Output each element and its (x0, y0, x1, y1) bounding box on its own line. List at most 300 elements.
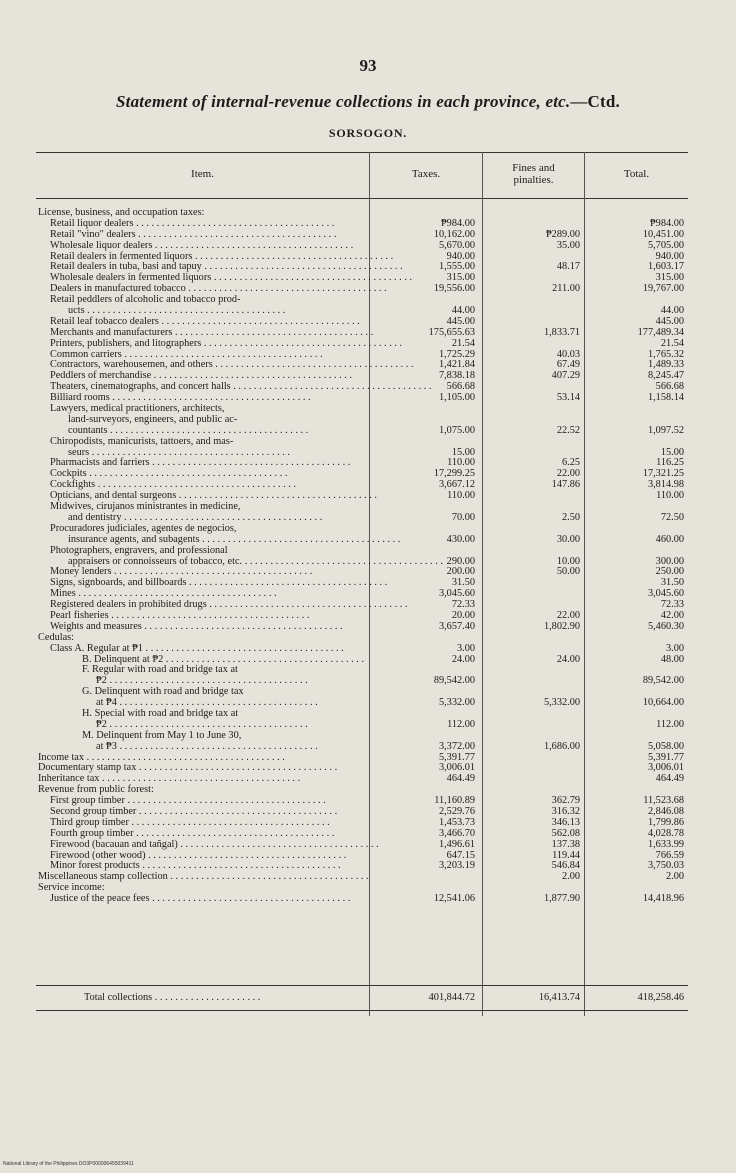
row-label (38, 871, 384, 882)
table-row (36, 632, 688, 643)
table-row (36, 305, 688, 316)
cell-taxes: 1,725.29 (438, 348, 475, 360)
cell-fines: 119.44 (552, 849, 580, 861)
row-label (68, 447, 384, 458)
leader-dots: . . . . . . . . . . . . . . . . . . . . . . . . . . . . . . . . . . . . . . . (116, 740, 318, 752)
table-row (36, 730, 688, 741)
row-label (50, 327, 384, 338)
cell-fines: 22.00 (556, 468, 580, 480)
leader-dots: . . . . . . . . . . . . . . . . . . . . . . . . . . . . . . . . . . . . . . . (133, 827, 335, 839)
cell-taxes: 31.50 (451, 577, 475, 589)
cell-total: 766.59 (655, 849, 684, 861)
table-row (36, 218, 688, 229)
leader-dots: . . . . . . . . . . . . . . . . . . . . . . . . . . . . . . . . . . . . . . . (212, 359, 414, 371)
cell-fines: 5,332.00 (543, 697, 580, 709)
row-label-text: M. Delinquent from May 1 to June 30, (82, 729, 242, 741)
table-row (36, 229, 688, 240)
total-row (36, 992, 688, 1003)
row-label (50, 479, 384, 490)
row-label (96, 741, 384, 752)
row-label (50, 349, 384, 360)
leader-dots: . . . . . . . . . . . . . . . . . . . . . . . . . . . . . . . . . . . . . . . (84, 305, 286, 317)
row-label (50, 545, 384, 556)
row-label (50, 294, 384, 305)
row-label (82, 730, 384, 741)
row-label-text: Inheritance tax (38, 773, 100, 785)
leader-dots: . . . . . . . . . . . . . . . . . . . . . . . . . . . . . . . . . . . . . . . (109, 392, 311, 404)
cell-total: 177,489.34 (637, 326, 684, 338)
cell-fines: 24.00 (556, 653, 580, 665)
leader-dots: . . . . . . . . . . . . . . . . . . . . . . . . . . . . . . . . . . . . . . . (186, 577, 388, 589)
table-row (36, 839, 688, 850)
cell-taxes: 44.00 (451, 305, 475, 317)
cell-total: 3,045.60 (647, 588, 684, 600)
cell-total: 5,391.77 (647, 751, 684, 763)
table-row (36, 501, 688, 512)
leader-dots: . . . . . . . . . . . . . . . . . . . . . . . . . . . . . . . . . . . . . . . (136, 805, 338, 817)
table-row (36, 762, 688, 773)
title-suffix: —Ctd. (570, 92, 620, 111)
leader-dots: . . . . . . . . . . . . . . . . . . . . . . . . . . . . . . . . . . . . . . . (242, 555, 443, 567)
leader-dots: . . . . . . . . . . . . . . . . . . . . . . . . . . . . . . . . . . . . . . . (167, 871, 369, 883)
total-fines: 16,413.74 (538, 992, 580, 1003)
leader-dots: . . . . . . . . . . . . . . . . . . . . . . . . . . . . . . . . . . . . . . . (172, 326, 374, 338)
cell-taxes: 3,657.40 (438, 620, 475, 632)
table-row (36, 359, 688, 370)
cell-taxes: 112.00 (447, 718, 475, 730)
table-row (36, 272, 688, 283)
cell-fines: 346.13 (551, 816, 580, 828)
table-row (36, 403, 688, 414)
cell-taxes: 17,299.25 (433, 468, 475, 480)
row-label (50, 457, 384, 468)
cell-total: 460.00 (655, 533, 684, 545)
table-row (36, 817, 688, 828)
cell-fines: 1,877.90 (543, 893, 580, 905)
row-label-text: Third group timber (50, 816, 129, 828)
cell-fines: ₱289.00 (545, 228, 580, 240)
table-row (36, 436, 688, 447)
leader-dots: . . . . . . . . . . . . . . . . . . . . . . . . . . . . . . . . . . . . . . . (106, 675, 308, 687)
cell-total: 42.00 (660, 609, 684, 621)
cell-total: 1,765.32 (647, 348, 684, 360)
table-row (36, 479, 688, 490)
row-label-text: land-surveyors, engineers, and public ac- (68, 413, 238, 425)
cell-taxes: ₱984.00 (440, 217, 475, 229)
cell-total: 89,542.00 (642, 675, 684, 687)
leader-dots: . . . . . . . . . . . . . . . . . . . . . . . . . . . . . . . . . . . . . . . (185, 283, 387, 295)
row-label (50, 588, 384, 599)
cell-total: 1,603.17 (647, 261, 684, 273)
cell-total: 15.00 (660, 446, 684, 458)
cell-total: 3.00 (665, 642, 684, 654)
leader-dots: . . . . . . . . . . . . . . . . . . . . . . . . . . . . . . . . . . . . . . . (111, 566, 313, 578)
cell-taxes: 3,203.19 (438, 860, 475, 872)
leader-dots: . . . . . . . . . . . . . . . . . . . . . . . . . . . . . . . . . . . . . . . (199, 533, 401, 545)
cell-total: 110.00 (656, 490, 684, 502)
cell-fines: 316.32 (551, 805, 580, 817)
table-row (36, 414, 688, 425)
row-label-text: Cockpits (50, 468, 87, 480)
table-row (36, 240, 688, 251)
cell-fines: 1,686.00 (543, 740, 580, 752)
leader-dots: . . . . . . . . . . . . . . . . . . . . . . . . . . . . . . . . . . . . . . . (201, 337, 403, 349)
page-number: 93 (359, 56, 377, 75)
table-row (36, 860, 688, 871)
cell-total: 5,460.30 (647, 620, 684, 632)
table-row (36, 806, 688, 817)
table-row (36, 349, 688, 360)
cell-total: 300.00 (655, 555, 684, 567)
cell-fines: 6.25 (561, 457, 580, 469)
table-row (36, 370, 688, 381)
table-row (36, 599, 688, 610)
cell-taxes: 1,421.84 (438, 359, 475, 371)
row-label (50, 501, 384, 512)
row-label-text: Contractors, warehousemen, and others (50, 359, 213, 371)
row-label (50, 566, 384, 577)
row-label (50, 229, 384, 240)
row-label (38, 207, 384, 218)
row-label-text: Theaters, cinematographs, and concert halls (50, 381, 231, 393)
row-label-text: License, business, and occupation taxes: (38, 207, 205, 218)
table-row (36, 556, 688, 567)
cell-total: 940.00 (655, 250, 684, 262)
row-label (68, 512, 384, 523)
table-row (36, 523, 688, 534)
leader-dots: . . . . . . . . . . . . . . . . . . . . . . . . . . . . . . . . . . . . . . . (107, 424, 309, 436)
cell-total: 19,767.00 (642, 283, 684, 295)
row-label-text: Pharmacists and farriers (50, 457, 150, 469)
row-label (50, 806, 384, 817)
leader-dots: . . . . . . . . . . . . . . . . . . . . . . . . . . . . . . . . . . . . . . . (116, 697, 318, 709)
row-label-text: First group timber (50, 795, 125, 807)
cell-taxes: 200.00 (446, 566, 475, 578)
leader-dots: . . . . . . . . . . . . . . . . . . . . . . . . . . . . . . . . . . . . . . . (95, 479, 296, 491)
row-label (50, 316, 384, 327)
table-row (36, 621, 688, 632)
row-label (68, 414, 384, 425)
province-heading: SORSOGON. (328, 126, 408, 140)
row-label-text: Retail dealers in fermented liquors (50, 250, 193, 262)
leader-dots: . . . . . . . . . . . . . . . . . . . . . . . . . . . . . . . . . . . . . . . (75, 588, 277, 600)
row-label-text: B. Delinquent at ₱2 (82, 653, 164, 665)
column-header-fines-line2: pinalties. (513, 174, 554, 186)
row-label (50, 272, 413, 284)
row-label (50, 337, 403, 349)
cell-taxes: 464.49 (446, 773, 475, 785)
cell-taxes: 11,160.89 (434, 795, 475, 807)
leader-dots: . . . . . . . . . . . . . . . . . . . . . . . . . . . . . . . . . . . . . . . (89, 446, 290, 458)
row-label (50, 240, 384, 251)
leader-dots: . . . . . . . . . . . . . . . . . . . . . . . . . . . . . . . . . . . . . . . (139, 860, 341, 872)
row-label (38, 882, 384, 893)
leader-dots: . . . . . . . . . . . . . . . . . . . . . . . . . . . . . . . . . . . . . . . (206, 599, 408, 611)
row-label (68, 305, 384, 316)
row-label (50, 283, 387, 295)
table-row (36, 697, 688, 708)
cell-total: 116.25 (656, 457, 684, 469)
row-label (50, 359, 414, 371)
table-row (36, 773, 688, 784)
table-row (36, 381, 688, 392)
cell-total: 48.00 (660, 653, 684, 665)
table-row (36, 893, 688, 904)
cell-fines: 2.50 (561, 511, 580, 523)
row-label-text: countants (68, 424, 108, 436)
total-rule (36, 985, 688, 986)
leader-dots: . . . . . . . . . . . . . . . . . . . . . . . . . . . . . . . . . . . . . . . (176, 490, 378, 502)
cell-taxes: 24.00 (451, 653, 475, 665)
cell-fines: 147.86 (551, 479, 580, 491)
cell-total: 3,006.01 (647, 762, 684, 774)
cell-total: 112.00 (656, 718, 684, 730)
table-row (36, 207, 688, 218)
row-label-text: Firewood (other wood) (50, 849, 146, 861)
row-label-text: Minor forest products (50, 860, 140, 872)
cell-fines: 40.03 (556, 348, 580, 360)
header-bottom-rule (36, 198, 688, 199)
row-label (82, 654, 384, 665)
cell-total: 10,451.00 (642, 228, 684, 240)
cell-taxes: 1,555.00 (438, 261, 475, 273)
row-label-text: ₱2 (96, 718, 107, 730)
cell-total: 250.00 (655, 566, 684, 578)
table-row (36, 261, 688, 272)
row-label (50, 621, 384, 632)
row-label-text: Procuradores judiciales, agentes de negocios, (50, 522, 237, 534)
table-row (36, 327, 688, 338)
cell-total: ₱984.00 (649, 217, 684, 229)
cell-taxes: 10,162.00 (433, 228, 475, 240)
cell-taxes: 70.00 (451, 511, 475, 523)
table-row (36, 610, 688, 621)
row-label (50, 643, 384, 654)
row-label-text: Retail "vino" dealers (50, 228, 136, 240)
row-label-text: Second group timber (50, 805, 137, 817)
row-label-text: Retail leaf tobacco dealers (50, 315, 159, 327)
leader-dots: . . . . . . . . . . . . . . . . . . . . . . . . . . . . . . . . . . . . . . . (86, 468, 288, 480)
cell-total: 1,799.86 (647, 816, 684, 828)
cell-fines: 35.00 (556, 239, 580, 251)
leader-dots: . . . . . . . . . . . . . . . . . . . . . . . . . . . . . . . . . . . . . . . (135, 228, 337, 240)
table-row (36, 251, 688, 262)
row-label-text: Lawyers, medical practitioners, architects, (50, 403, 225, 415)
leader-dots: . . . . . . . . . . . . . . . . . . . . . . . . . . . . . . . . . . . . . . . (133, 217, 335, 229)
table-row (36, 457, 688, 468)
leader-dots: . . . . . . . . . . . . . . . . . . . . . . . . . . . . . . . . . . . . . . . (211, 272, 413, 284)
table-row (36, 283, 688, 294)
row-label-text: Chiropodists, manicurists, tattoers, and mas- (50, 435, 234, 447)
table-row (36, 490, 688, 501)
cell-total: 8,245.47 (647, 370, 684, 382)
row-label-text: H. Special with road and bridge tax at (82, 707, 239, 719)
row-label (50, 828, 384, 839)
row-label (38, 632, 384, 643)
total-total: 418,258.46 (637, 992, 684, 1003)
table-row (36, 643, 688, 654)
row-label-text: Fourth group timber (50, 827, 134, 839)
cell-taxes: 3,006.01 (438, 762, 475, 774)
cell-fines: 48.17 (556, 261, 580, 273)
cell-taxes: 5,391.77 (438, 751, 475, 763)
table-row (36, 534, 688, 545)
leader-dots: . . . . . . . . . . . . . . . . . . . . . . . . . . . . . . . . . . . . . . . (108, 609, 310, 621)
row-label-text: Opticians, and dental surgeons (50, 490, 177, 502)
leader-dots: . . . . . . . . . . . . . . . . . . . . . . . . . . . . . . . . . . . . . . . (121, 348, 323, 360)
row-label (50, 577, 388, 589)
row-label-text: Common carriers (50, 348, 122, 360)
cell-total: 21.54 (660, 337, 684, 349)
row-label (96, 697, 384, 708)
table-row (36, 338, 688, 349)
row-label-text: Registered dealers in prohibited drugs (50, 599, 207, 611)
table-row (36, 708, 688, 719)
row-label-text: insurance agents, and subagents (68, 533, 200, 545)
row-label (50, 490, 384, 501)
table-row (36, 741, 688, 752)
cell-taxes: 647.15 (446, 849, 475, 861)
row-label (50, 523, 384, 534)
table-row (36, 447, 688, 458)
row-label (50, 403, 384, 414)
row-label (50, 261, 403, 273)
cell-total: 72.33 (660, 599, 684, 611)
row-label-text: Wholesale liquor dealers (50, 239, 153, 251)
row-label (50, 599, 408, 611)
table-row (36, 588, 688, 599)
column-header-taxes: Taxes. (411, 168, 441, 180)
leader-dots: . . . . . . . . . . . . . . . . . . . . . . . . . . . . . . . . . . . . . . . (149, 457, 351, 469)
cell-taxes: 5,332.00 (438, 697, 475, 709)
row-label-text: appraisers or connoisseurs of tobacco, etc. (68, 555, 243, 567)
leader-dots: . . . . . . . . . . . . . . . . . . . . . . . . . . . . . . . . . . . . . . . (136, 762, 338, 774)
cell-taxes: 430.00 (446, 533, 475, 545)
row-label (38, 784, 384, 795)
table-row (36, 392, 688, 403)
leader-dots: . . . . . . . . . . . . . . . . . . . . . . . . . . . . . . . . . . . . . . . (124, 795, 326, 807)
cell-taxes: 110.00 (447, 457, 475, 469)
cell-fines: 546.84 (551, 860, 580, 872)
row-label-text: Money lenders (50, 566, 112, 578)
table-row (36, 719, 688, 730)
cell-taxes: 3,667.12 (438, 479, 475, 491)
row-label-text: Peddlers of merchandise (50, 370, 152, 382)
cell-fines: 137.38 (551, 838, 580, 850)
table-row (36, 675, 688, 686)
row-label-text: Pearl fisheries (50, 609, 109, 621)
leader-dots: . . . . . . . . . . . . . . . . . . . . . . . . . . . . . . . . . . . . . . . (84, 751, 285, 763)
row-label-text: at ₱4 (96, 697, 117, 709)
row-label-text: Midwives, cirujanos ministrantes in medicine, (50, 501, 241, 513)
row-label-text: Revenue from public forest: (38, 784, 154, 796)
row-label-text: Documentary stamp tax (38, 762, 137, 774)
cell-taxes: 19,556.00 (433, 283, 475, 295)
collections-table (36, 152, 688, 1016)
leader-dots: . . . . . . . . . . . . . . . . . . . . . . . . . . . . . . . . . . . . . . . (152, 239, 354, 251)
row-label (50, 468, 384, 479)
row-label-text: F. Regular with road and bridge tax at (82, 664, 238, 676)
leader-dots: . . . . . . . . . . . . . . . . . . . . . . . . . . . . . . . . . . . . . . . (158, 315, 360, 327)
cell-fines: 67.49 (556, 359, 580, 371)
row-label-text: Billiard rooms (50, 392, 110, 404)
cell-total: 5,058.00 (647, 740, 684, 752)
cell-fines: 407.29 (551, 370, 580, 382)
row-label (50, 370, 384, 381)
table-row (36, 686, 688, 697)
cell-total: 4,028.78 (647, 827, 684, 839)
cell-total: 1,489.33 (647, 359, 684, 371)
cell-taxes: 89,542.00 (433, 675, 475, 687)
cell-total: 445.00 (655, 315, 684, 327)
row-label (50, 392, 384, 403)
cell-fines: 53.14 (556, 392, 580, 404)
column-header-fines-line1: Fines and (512, 162, 555, 174)
table-row (36, 468, 688, 479)
table-row (36, 654, 688, 665)
row-label (50, 850, 384, 861)
cell-taxes: 1,496.61 (438, 838, 475, 850)
leader-dots: . . . . . . . . . . . . . . . . . . . . . . . . . . . . . . . . . . . . . . . (163, 653, 365, 665)
row-label (82, 664, 384, 675)
cell-total: 17,321.25 (642, 468, 684, 480)
table-row (36, 425, 688, 436)
table-row (36, 752, 688, 763)
cell-total: 3,814.98 (647, 479, 684, 491)
title-text: Statement of internal-revenue collections in each province, etc. (116, 92, 571, 111)
table-row (36, 512, 688, 523)
cell-taxes: 20.00 (451, 609, 475, 621)
leader-dots: . . . . . . . . . . . . . . . . . . . . . . . . . . . . . . . . . . . . . . . (128, 816, 330, 828)
cell-taxes: 21.54 (451, 337, 475, 349)
cell-total: 1,097.52 (647, 424, 684, 436)
row-label-text: Class A. Regular at ₱1 (50, 642, 143, 654)
table-row (36, 882, 688, 893)
table-row (36, 545, 688, 556)
cell-taxes: 5,670.00 (438, 239, 475, 251)
total-label-text: Total collections (84, 992, 153, 1003)
total-taxes: 401,844.72 (428, 992, 475, 1003)
table-row (36, 664, 688, 675)
row-label (68, 555, 443, 567)
row-label-text: Retail liquor dealers (50, 217, 134, 229)
row-label-text: Cockfights (50, 479, 96, 491)
cell-taxes: 175,655.63 (428, 326, 475, 338)
cell-taxes: 72.33 (451, 599, 475, 611)
row-label-text: at ₱3 (96, 740, 117, 752)
cell-fines: 22.00 (556, 609, 580, 621)
cell-total: 5,705.00 (647, 239, 684, 251)
cell-taxes: 12,541.06 (433, 893, 475, 905)
row-label (50, 893, 384, 904)
cell-taxes: 7,838.18 (438, 370, 475, 382)
row-label-text: Wholesale dealers in fermented liquors (50, 272, 212, 284)
cell-total: 72.50 (660, 511, 684, 523)
row-label-text: ₱2 (96, 675, 107, 687)
leader-dots: . . . . . . . . . . . . . . . . . . . . . . . . . . . . . . . . . . . . . . . (121, 511, 323, 523)
row-label-text: Service income: (38, 882, 105, 894)
table-body (36, 207, 688, 904)
cell-fines: 1,833.71 (543, 326, 580, 338)
row-label (50, 436, 384, 447)
column-header-total: Total. (623, 168, 650, 180)
table-row (36, 828, 688, 839)
leader-dots: . . . . . . . . . . . . . . . . . . . . . . . . . . . . . . . . . . . . . . . (106, 718, 308, 730)
cell-fines: 30.00 (556, 533, 580, 545)
row-label (50, 610, 384, 621)
library-footer: National Library of the Philippines DO3P000006455039411 (3, 1161, 134, 1167)
row-label-text: ucts (68, 305, 85, 317)
